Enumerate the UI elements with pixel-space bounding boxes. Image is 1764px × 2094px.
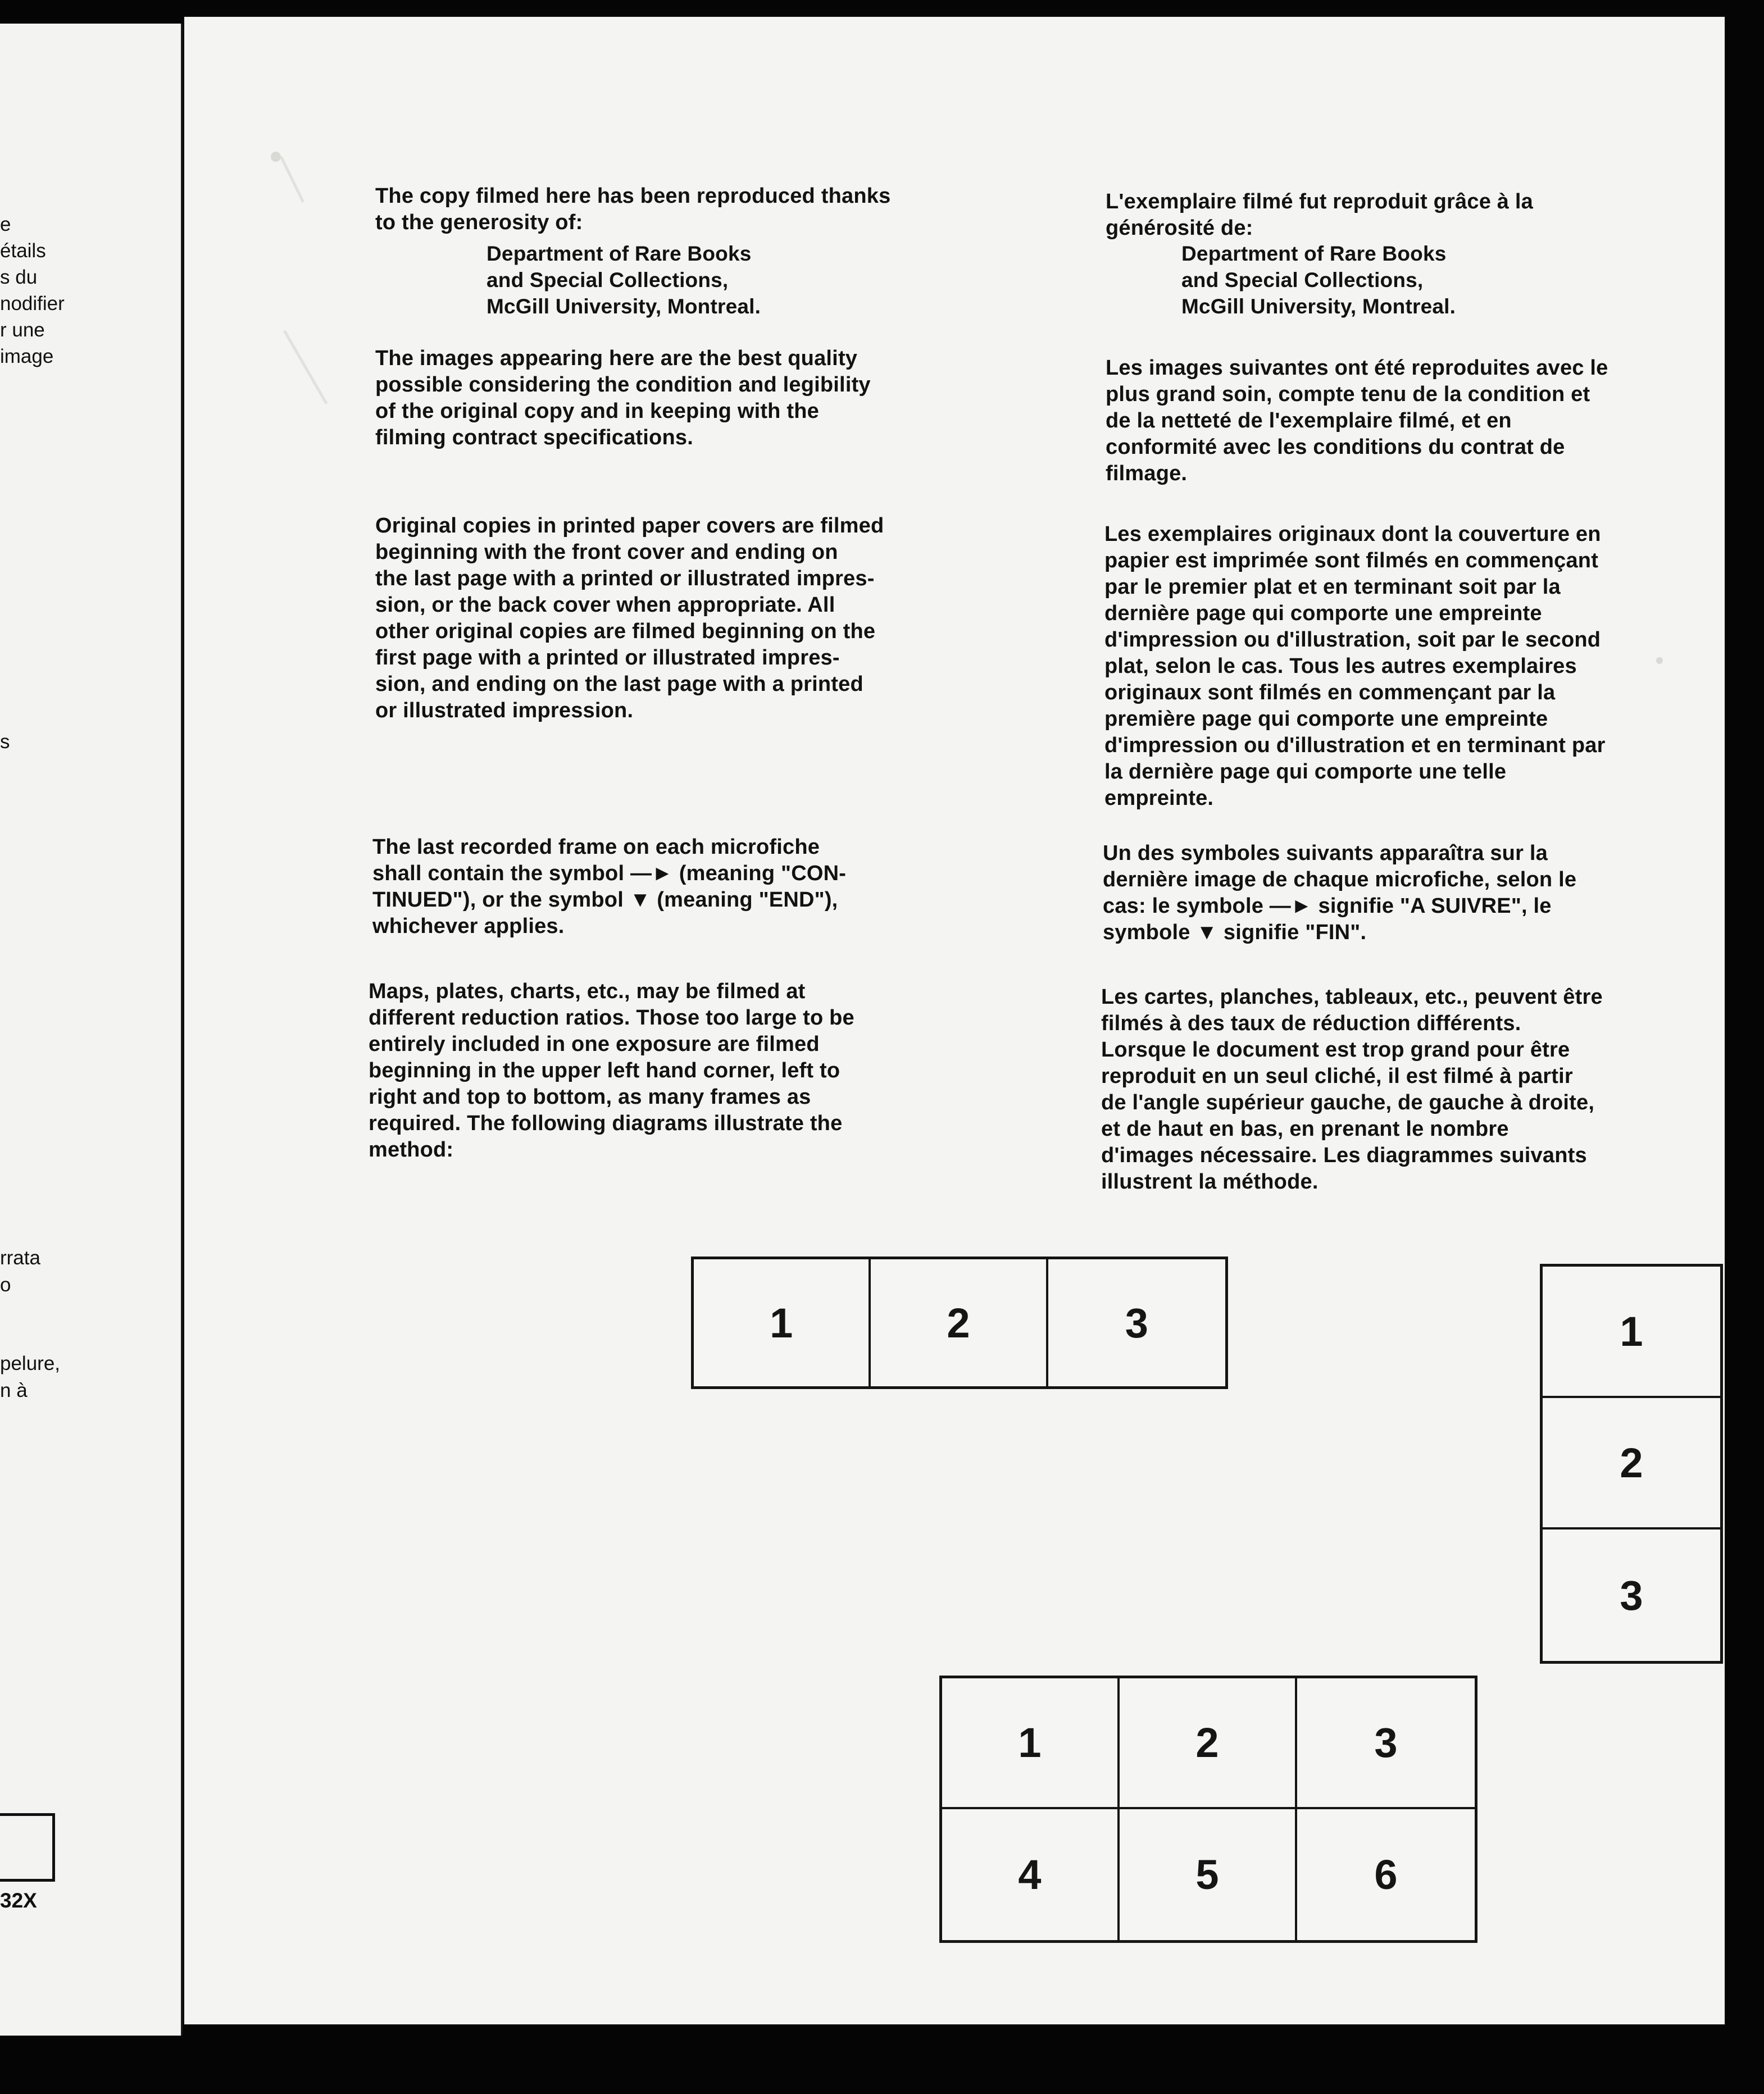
- left-text-fragment: s du: [0, 266, 38, 288]
- left-text-fragment: s: [0, 731, 10, 753]
- film-scratch: [283, 330, 328, 404]
- diagram-cell: 3: [1125, 1299, 1148, 1346]
- diagram-cell: 1: [1543, 1267, 1720, 1398]
- english-institution: Department of Rare Books and Special Collections, McGill University, Montreal.: [487, 242, 761, 318]
- horizontal-frame-diagram: [691, 1257, 1228, 1389]
- diagram-cell: 2: [1120, 1678, 1297, 1809]
- english-cover-note: Original copies in printed paper covers are filmed beginning with the front cover and ending on the last page with a printed or illustrated impres- sion, or the back cover when appropriate. All other original copies are filmed beginning on the first page with a printed or illustrated impres- sion, and ending on the last page with a printed or illustrated impression.: [375, 514, 884, 722]
- french-cover-note: Les exemplaires originaux dont la couverture en papier est imprimée sont filmés en commençant par le premier plat et en terminant soit par la dernière page qui comporte une empreinte d'impression ou d'illustration, soit par le second plat, selon le cas. Tous les autres exemplaires originaux sont filmés en commençant par la première page qui comporte une empreinte d'impression ou d'illustration et en terminant par la dernière page qui comporte une telle empreinte.: [1104, 522, 1606, 810]
- left-text-fragment: étails: [0, 240, 46, 262]
- left-reduction-ratio: 32X: [0, 1889, 37, 1912]
- left-text-fragment: rrata: [0, 1247, 40, 1269]
- grid-frame-diagram: [939, 1676, 1477, 1943]
- left-text-fragment: o: [0, 1274, 11, 1296]
- microfilm-target-page: [184, 17, 1725, 2024]
- left-reduction-box: [0, 1813, 55, 1882]
- left-page-fragment: [0, 24, 183, 2036]
- left-text-fragment: e: [0, 213, 11, 235]
- left-text-fragment: r une: [0, 319, 45, 341]
- left-text-fragment: image: [0, 345, 54, 367]
- diagram-cell: 5: [1120, 1809, 1297, 1940]
- english-microfiche-note: The last recorded frame on each microfiche shall contain the symbol —► (meaning "CON- TINUED"), or the symbol ▼ (meaning "END"), whichever applies.: [372, 835, 847, 938]
- diagram-cell: 6: [1374, 1851, 1398, 1898]
- french-maps-note: Les cartes, planches, tableaux, etc., peuvent être filmés à des taux de réduction différents. Lorsque le document est trop grand pour être reproduit en un seul cliché, il est filmé à partir de l'angle supérieur gauche, de gauche à droite, et de haut en bas, en prenant le nombre d'images nécessaire. Les diagrammes suivants illustrent la méthode.: [1101, 985, 1603, 1194]
- diagram-cell: 4: [942, 1809, 1120, 1940]
- english-quality-note: The images appearing here are the best quality possible considering the condition and legibility of the original copy and in keeping with the filming contract specifications.: [375, 347, 871, 449]
- diagram-cell: 3: [1620, 1572, 1643, 1619]
- diagram-cell: 2: [871, 1259, 1048, 1386]
- english-acknowledgement: The copy filmed here has been reproduced thanks to the generosity of:: [375, 184, 891, 234]
- diagram-cell: 2: [1543, 1398, 1720, 1529]
- left-text-fragment: nodifier: [0, 293, 65, 315]
- english-maps-note: Maps, plates, charts, etc., may be filmed at different reduction ratios. Those too large to be entirely included in one exposure are filmed beginning in the upper left hand corner, left to right and top to bottom, as many frames as required. The following diagrams illustrate the method:: [369, 980, 854, 1162]
- diagram-cell: 1: [694, 1259, 871, 1386]
- french-quality-note: Les images suivantes ont été reproduites avec le plus grand soin, compte tenu de la condition et de la netteté de l'exemplaire filmé, et en conformité avec les conditions du contrat de filmage.: [1106, 356, 1608, 485]
- film-scratch: [280, 156, 304, 203]
- diagram-cell: 3: [1297, 1678, 1475, 1809]
- french-institution: Department of Rare Books and Special Collections, McGill University, Montreal.: [1181, 242, 1456, 318]
- vertical-frame-diagram: [1540, 1264, 1723, 1664]
- diagram-cell: 1: [942, 1678, 1120, 1809]
- left-text-fragment: pelure,: [0, 1353, 61, 1374]
- french-acknowledgement: L'exemplaire filmé fut reproduit grâce à la générosité de:: [1106, 190, 1533, 240]
- left-text-fragment: n à: [0, 1380, 28, 1401]
- french-microfiche-note: Un des symboles suivants apparaîtra sur la dernière image de chaque microfiche, selon le cas: le symbole —► signifie "A SUIVRE", le symbole ▼ signifie "FIN".: [1103, 841, 1577, 944]
